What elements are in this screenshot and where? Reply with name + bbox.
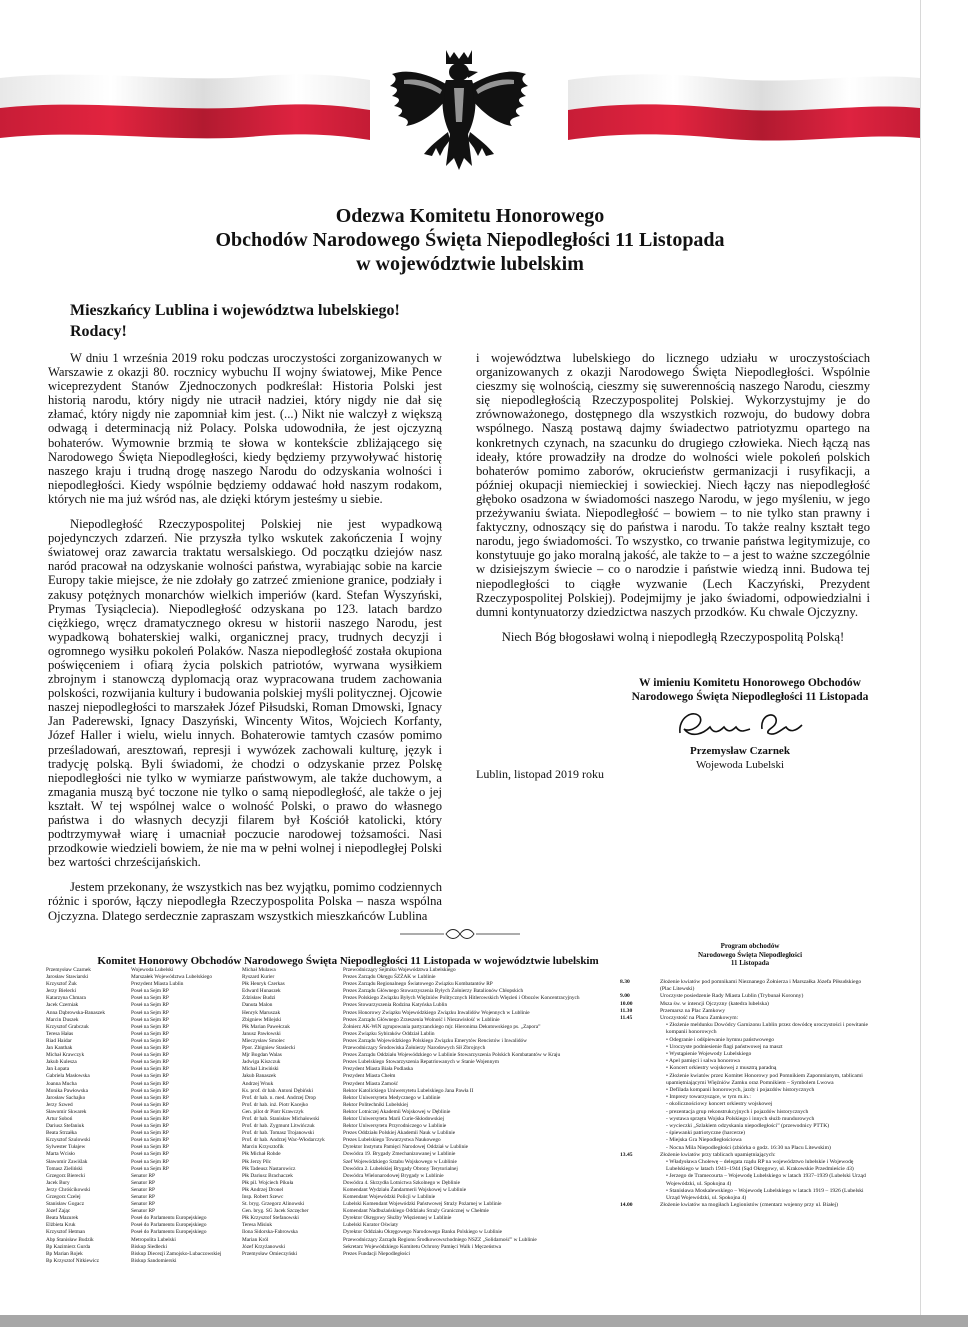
committee-entry: Poseł na Sejm RP — [131, 1115, 169, 1122]
committee-entry: Jarosław Sachajko — [46, 1094, 86, 1101]
committee-entry: Senator RP — [131, 1186, 155, 1193]
committee-entry: Insp. Robert Szewc — [242, 1194, 284, 1200]
program-item — [620, 1008, 870, 1015]
program-time — [620, 1137, 660, 1144]
committee-entry: Prezes Oddziału Polskiej Akademii Nauk w Lublinie — [343, 1130, 456, 1137]
committee-entry: Prezes Fundacji Niepodległości — [343, 1250, 411, 1257]
committee-entry: Jakub Kulesza — [46, 1059, 77, 1066]
committee-entry: Poseł na Sejm RP — [131, 1165, 169, 1172]
committee-entry: Prezes Zarządu Regionalnego Światowego Związku Kombatantów RP — [343, 981, 493, 988]
signatory-role: Wojewoda Lubelski — [695, 759, 784, 771]
committee-entry: Wojewoda Lubelski — [131, 967, 174, 973]
committee-entry: Płk Michał Rohde — [242, 1151, 281, 1158]
committee-entry: Prezes Lubelskiego Towarzystwa Naukowego — [343, 1137, 441, 1144]
committee-entry: Rektor Politechniki Lubelskiej — [343, 1101, 409, 1108]
committee-entry: Bp Krzysztof Nitkiewicz — [46, 1257, 99, 1264]
program-item — [620, 1073, 870, 1087]
committee-entry: Prezydent Miasta Lublin — [131, 981, 184, 988]
program-text: • Złożenie meldunku Dowódcy Garnizonu Lublin przez dowódcę uroczystości i powitanie kompanii honorowych — [666, 1022, 869, 1036]
committee-entry: Biskup Sandomierski — [131, 1257, 177, 1264]
committee-entry: Przewodniczący Środowiska Żołnierzy Narodowych Sił Zbrojnych — [343, 1045, 486, 1052]
committee-entry: Sławomir Skwarek — [46, 1108, 87, 1115]
polish-eagle-emblem — [388, 48, 530, 174]
committee-entry: Dyrektor Instytutu Pamięci Narodowej Oddział w Lublinie — [343, 1144, 469, 1151]
program-text: • Władysława Cholewę – delegata rządu RP na województwo lubelskie i Wojewodę Lubelskiego w latach 1941–1944 (Sąd Okręgowy, ul. Krakowskie Przedmieście 43) — [666, 1159, 854, 1173]
program-text: Msza św. w intencji Ojczyzny (katedra lubelska) — [660, 1000, 769, 1007]
committee-entry: Poseł na Sejm RP — [131, 1144, 169, 1151]
program-time: 11.45 — [620, 1015, 633, 1022]
committee-entry: Jan Kanthak — [46, 1045, 73, 1052]
committee-entry: Poseł na Sejm RP — [131, 1130, 169, 1137]
program-text: Złożenie kwiatów pod pomnikami Nieznanego Żołnierza i Marszałka Józefa Piłsudskiego (Plac Litewski) — [660, 979, 862, 993]
committee-entry: Płk Tadeusz Nastarowicz — [242, 1165, 296, 1172]
committee-entry: Joanna Mucha — [46, 1080, 77, 1087]
committee-entry: Żołnierz AK-WiN zgrupowania partyzanckiego mjr. Hieronima Dekutowskiego ps. „Zapora” — [343, 1023, 541, 1030]
program-item — [620, 1173, 870, 1187]
committee-entry: Jerzy Chróścikowski — [46, 1186, 91, 1193]
program-time — [620, 1073, 660, 1087]
committee-entry: Riad Haidar — [46, 1037, 72, 1044]
committee-entry: Metropolita Lubelski — [131, 1236, 176, 1243]
signature-intro-line: W imieniu Komitetu Honorowego Obchodów — [639, 677, 861, 689]
title-line: Odezwa Komitetu Honorowego — [335, 205, 605, 227]
committee-entry: Michał Litwiński — [242, 1066, 279, 1073]
committee-entry: Poseł na Sejm RP — [131, 1002, 169, 1009]
bottom-bar — [0, 1315, 968, 1327]
committee-entry: Jakub Banaszek — [242, 1073, 276, 1080]
committee-entry: Teresa Hałas — [46, 1030, 74, 1037]
program-title — [650, 942, 850, 968]
committee-entry: Henryk Maruszak — [242, 1009, 281, 1016]
committee-entry: Poseł na Sejm RP — [131, 1094, 169, 1101]
committee-entry: Dowódca 2. Lubelskiej Brygady Obrony Terytorialnej — [343, 1165, 458, 1172]
program-text: - prezentacja grup rekonstrukcyjnych i pojazdów historycznych — [666, 1108, 809, 1115]
committee-entry: Bp Marian Rojek — [46, 1250, 83, 1257]
committee-entry: Poseł na Sejm RP — [131, 1059, 169, 1066]
committee-entry: Prezes Honorowy Związku Wojewódzkiego Związku Inwalidów Wojennych w Lublinie — [343, 1009, 530, 1016]
program-text: • Apel pamięci i salwa honorowa — [666, 1058, 740, 1065]
program-time: 9.00 — [620, 993, 630, 1000]
committee-entry: Edward Hunaszek — [242, 988, 281, 995]
program-time — [620, 1101, 660, 1108]
committee-entry: Teresa Misiuk — [242, 1222, 273, 1229]
committee-entry: Poseł na Sejm RP — [131, 1123, 169, 1130]
committee-entry: Płk Dariusz Brachaczek — [242, 1172, 293, 1179]
committee-entry: Krzysztof Grabczuk — [46, 1023, 89, 1030]
committee-entry: Bp Kazimierz Gurda — [46, 1243, 91, 1250]
signatory — [645, 744, 835, 772]
committee-entry: Poseł na Sejm RP — [131, 988, 169, 995]
committee-entry: Artur Soboń — [46, 1115, 73, 1122]
program-text: - okolicznościowy koncert orkiestry wojskowej — [666, 1101, 773, 1108]
committee-entry: Rektor Lotniczej Akademii Wojskowej w Dęblinie — [343, 1108, 451, 1115]
committee-entry: Grzegorz Bierecki — [46, 1172, 85, 1179]
program-item — [620, 979, 870, 993]
program-time — [620, 1130, 660, 1137]
committee-entry: Prof. dr hab. Andrzej Wac-Włodarczyk — [242, 1137, 325, 1144]
program-time — [620, 1145, 660, 1152]
committee-entry: Poseł na Sejm RP — [131, 1030, 169, 1037]
committee-entry: Beata Mazurek — [46, 1215, 79, 1222]
committee-entry: Prezes Zarządu Głównego Stowarzyszenia Byłych Żołnierzy Batalionów Chłopskich — [343, 988, 524, 995]
committee-entry: Lubelski Kurator Oświaty — [343, 1222, 399, 1229]
committee-entry: Biskup Diecezji Zamojsko-Lubaczowskiej — [131, 1250, 222, 1257]
committee-entry: Prezes Zarządu Okręgu ŚZŻAK w Lublinie — [343, 974, 436, 981]
program-time — [620, 1173, 660, 1187]
committee-entry: Dyrektor Oddziału Okręgowego Narodowego Banku Polskiego w Lublinie — [343, 1229, 503, 1236]
handwritten-signature — [670, 703, 810, 747]
program-time — [620, 1094, 660, 1101]
committee-entry: Przewodniczący Zarządu Regionu Środkowowschodniego NSZZ „Solidarność” w Lublinie — [343, 1236, 537, 1243]
program-text: Uroczyste posiedzenie Rady Miasta Lublin (Trybunał Koronny) — [660, 993, 804, 1000]
committee-entry: Poseł na Sejm RP — [131, 1037, 169, 1044]
committee-entry: Poseł na Sejm RP — [131, 1052, 169, 1059]
program-item — [620, 1044, 870, 1051]
committee-entry: Dowódca 4. Skrzydła Lotnictwa Szkolnego w Dęblinie — [343, 1179, 460, 1186]
program-time — [620, 1123, 660, 1130]
committee-entry: Abp Stanisław Budzik — [46, 1236, 94, 1243]
committee-entry: Sylwester Tułajew — [46, 1144, 86, 1151]
committee-roles-column-2 — [343, 967, 603, 1258]
program-text: • Odegranie i odśpiewanie hymnu państwowego — [666, 1036, 775, 1043]
program-time — [620, 1051, 660, 1058]
program-item — [620, 1145, 870, 1152]
program-title-line: Narodowego Święta Niepodległości — [697, 950, 803, 959]
greeting-line: Rodacy! — [70, 323, 127, 340]
ornament-divider — [400, 928, 520, 940]
committee-entry: Prof. dr hab. Stanisław Michałowski — [242, 1115, 320, 1122]
program-list — [620, 979, 870, 1210]
committee-entry: Prof. dr hab. Zygmunt Litwińczuk — [242, 1123, 315, 1130]
place-date: Lublin, listopad 2019 roku — [476, 767, 604, 781]
committee-entry: Senator RP — [131, 1201, 155, 1208]
committee-entry: Krzysztof Żuk — [46, 981, 77, 988]
committee-entry: Katarzyna Chmara — [46, 995, 86, 1002]
program-time: 8.30 — [620, 979, 630, 985]
signatory-name: Przemysław Czarnek — [690, 745, 790, 757]
committee-entry: Prof. dr hab. Tomasz Trojanowski — [242, 1130, 314, 1137]
program-item — [620, 1022, 870, 1036]
committee-entry: Marian Król — [242, 1236, 269, 1243]
program-item — [620, 1188, 870, 1202]
committee-entry: Prezes Zarządu Wojewódzkiego Polskiego Związku Emerytów Rencistów i Inwalidów — [343, 1037, 527, 1044]
greeting-line: Mieszkańcy Lublina i województwa lubelskiego! — [70, 302, 400, 319]
committee-entry: Gen. bryg. SG Jacek Szczęcher — [242, 1208, 309, 1215]
committee-entry: Marcin Krzysztofik — [242, 1144, 284, 1151]
program-text: • Uroczyste podniesienie flagi państwowej na maszt — [666, 1043, 783, 1050]
committee-entry: Jarosław Stawiarski — [46, 974, 89, 981]
program-item — [620, 1058, 870, 1065]
committee-entry: Przemysław Czarnek — [46, 967, 91, 973]
committee-entry: Poseł na Sejm RP — [131, 1137, 169, 1144]
committee-entry: Marszałek Województwa Lubelskiego — [131, 974, 212, 981]
committee-entry: Poseł na Sejm RP — [131, 1023, 169, 1030]
committee-entry: Jerzy Bielecki — [46, 988, 77, 995]
committee-entry: Marcin Duszek — [46, 1016, 79, 1023]
greeting — [70, 300, 400, 342]
program-time — [620, 1116, 660, 1123]
committee-entry: Krzysztof Hetman — [46, 1229, 85, 1236]
program-item — [620, 1109, 870, 1116]
program-item — [620, 1087, 870, 1094]
committee-names-column-2 — [242, 967, 338, 1258]
committee-entry: Płk Jerzy Pilc — [242, 1158, 272, 1165]
committee-entry: Michał Krawczyk — [46, 1052, 85, 1059]
committee-entry: Poseł na Sejm RP — [131, 1101, 169, 1108]
committee-entry: Prezydent Miasta Chełm — [343, 1073, 396, 1080]
program-item — [620, 1015, 870, 1022]
polish-flag-left — [0, 70, 370, 142]
committee-entry: Ilona Sidorska-Fabrowska — [242, 1229, 298, 1236]
program-text: - śpiewanki patriotyczne (harcerze) — [666, 1130, 746, 1137]
committee-entry: Przewodniczący Sejmiku Województwa Lubelskiego — [343, 967, 456, 973]
committee-entry: Zdzisław Budzi — [242, 995, 276, 1002]
committee-roles-column — [131, 967, 236, 1265]
committee-title: Komitet Honorowy Obchodów Narodowego Święta Niepodległości 11 Listopada w województwie lubelskim — [97, 955, 599, 967]
paragraph: i województwa lubelskiego do licznego udziału w uroczystościach organizowanych z okazji Narodowego Święta Niepodległości. Wspólnie cieszmy się wolnością, cieszmy się suwerennością naszego Narodu, cieszmy się niepodległością Rzeczypospolitej Polskiej. Wykorzystujmy je do zrównoważonego, dostępnego dla wszystkich rozwoju, do budowy dobra wspólnego. Naszą postawą dajmy świadectwo patriotyzmu opartego na konkretnych czynach, na szacunku do drugiego człowieka. Niech łączą nas ideały, które prowadziły na drodze do wolności wiele pokoleń polskich bohaterów pomimo zaborów, okrucieństw germanizacji i rusyfikacji, a później okupacji niemieckiej i sowieckiej. Niech łączy nas niepodległość głęboko osadzona w świadomości naszego Narodu, w jego myśleniu, w jego przeżywaniu świata. Niepodległość – bowiem – to nie tylko stan prawny i faktyczny, odnoszący się do państwa i narodu. To także realny kształt tego narodu, jego świadomości. To wszystko, co trwanie państwa legitymizuje, co konstytuuje go jako moralną jakość, ale także to – a jest to ważne szczególnie w dzisiejszym świecie – co o narodzie i państwie wiedzą inni. Budowa tej niepodległości to ciągłe wyzwanie (Lech Kaczyński, Prezydent Rzeczypospolitej Polskiej). Podejmijmy je jako świadomi, odpowiedzialni i dumni kontynuatorzy dziedzictwa naszych przodków. Ku chwale Ojczyzny. — [476, 351, 870, 619]
title-line: Obchodów Narodowego Święta Niepodległości 11 Listopada — [215, 229, 725, 251]
committee-entry: Monika Pawłowska — [46, 1087, 88, 1094]
program-item — [620, 1159, 870, 1173]
committee-entry: Sekretarz Wojewódzkiego Komitetu Ochrony Pamięci Walk i Męczeństwa — [343, 1243, 501, 1250]
committee-entry: Prezes Zarządu Głównego Zrzeszenia Wolność i Niezawisłość w Lublinie — [343, 1016, 500, 1023]
committee-entry: Przemysław Omieczyński — [242, 1250, 298, 1257]
committee-entry: Rektor Uniwersytetu Medycznego w Lublinie — [343, 1094, 441, 1101]
committee-entry: Płk pil. Wojciech Pikuła — [242, 1179, 294, 1186]
committee-entry: Poseł do Parlamentu Europejskiego — [131, 1215, 207, 1222]
paragraph: W dniu 1 września 2019 roku podczas uroczystości zorganizowanych w Warszawie z okazji 80. rocznicy wybuchu II wojny światowej, Mike Pence wiceprezydent Stanów Zjednoczonych podkreślał: Historia Polski jest historią narodu, który nigdy nie utracił nadziei, który nigdy nie dał się złamać, który nigdy nie zapomniał kim jest. (...) Nikt nie walczył z większą odwagą i determinacją niż Polacy. Polska udowodniła, że jest ojczyzną bohaterów. Wymownie brzmią te słowa w kontekście zbliżającego się Narodowego Święta Niepodległości, kiedy będziemy przywoływać historię naszego kraju i trudną drogę naszego Narodu do odzyskania wolności i niepodległości. Kiedy wspólnie będziemy oddawać hołd naszym rodakom, których nie ma już wśród nas, ale dzięki którym jesteśmy u siebie. — [48, 351, 442, 506]
program-time: 10.00 — [620, 1000, 633, 1007]
committee-entry: Rektor Uniwersytetu Przyrodniczego w Lublinie — [343, 1123, 447, 1130]
committee-entry: Płk Henryk Czerkas — [242, 981, 285, 988]
committee-entry: Rektor Uniwersytetu Marii Curie-Skłodowskiej — [343, 1115, 445, 1122]
committee-entry: Gen. pilot dr Piotr Krawczyk — [242, 1108, 304, 1115]
program-time — [620, 1065, 660, 1072]
committee-entry: Ppor. Zbigniew Stasiecki — [242, 1045, 296, 1052]
program-item — [620, 1202, 870, 1209]
committee-entry: Sławomir Zawiślak — [46, 1158, 88, 1165]
program-item — [620, 1116, 870, 1123]
committee-entry: Poseł na Sejm RP — [131, 995, 169, 1002]
closing-blessing: Niech Bóg błogosławi wolną i niepodległą Rzeczypospolitą Polską! — [501, 629, 845, 644]
program-time — [620, 1188, 660, 1202]
committee-entry: Grzegorz Czelej — [46, 1194, 81, 1200]
committee-entry: Prezes Zarządu Oddziału Wojewódzkiego w Lublinie Stowarzyszenia Polskich Kombatantów w Kraju — [343, 1052, 561, 1059]
committee-entry: Senator RP — [131, 1172, 155, 1179]
committee-entry: Poseł na Sejm RP — [131, 1080, 169, 1087]
committee-entry: Poseł na Sejm RP — [131, 1045, 169, 1052]
committee-entry: Senator RP — [131, 1208, 155, 1215]
committee-entry: Ryszard Kurier — [242, 974, 275, 981]
committee-entry: Senator RP — [131, 1194, 155, 1200]
committee-entry: Jacek Bury — [46, 1179, 70, 1186]
program-text: - Nocna Mila Niepodległości (zbiórka o godz. 16:30 na Placu Litewskim) — [666, 1144, 831, 1151]
program-time — [620, 1058, 660, 1065]
committee-entry: Krzysztof Szulowski — [46, 1137, 91, 1144]
program-time: 14.00 — [620, 1202, 633, 1209]
program-time — [620, 1087, 660, 1094]
program-item — [620, 1037, 870, 1044]
committee-entry: Dowódca 19. Brygady Zmechanizowanej w Lublinie — [343, 1151, 456, 1158]
committee-entry: Anna Dąbrowska-Banaszek — [46, 1009, 105, 1016]
signature-intro-line: Narodowego Święta Niepodległości 11 Listopada — [631, 691, 869, 703]
committee-entry: Prezes Stowarzyszenia Rodzina Katyńska Lublin — [343, 1002, 448, 1009]
committee-entry: Jerzy Szwed — [46, 1101, 73, 1108]
program-text: Złożenie kwiatów przy tablicach upamiętniających: — [660, 1151, 776, 1158]
program-item — [620, 1051, 870, 1058]
committee-entry: Płk Krzysztof Stefanowski — [242, 1215, 299, 1222]
committee-entry: Beata Strzałka — [46, 1130, 77, 1137]
program-text: • Złożenie kwiatów przez Komitet Honorowy pod Pomnikiem Zapomnianym, tablicami upamiętniającymi Więźniów Zamku oraz Pomnikiem – Symbolem Lwowa — [666, 1072, 863, 1086]
committee-entry: Marta Wcisło — [46, 1151, 75, 1158]
committee-entry: Senator RP — [131, 1179, 155, 1186]
committee-entry: Poseł na Sejm RP — [131, 1108, 169, 1115]
appeal-left-column — [48, 351, 442, 934]
program-item — [620, 1130, 870, 1137]
committee-entry: Józef Zając — [46, 1208, 71, 1215]
program-text: • Jerzego de Tramecourta – Wojewodę Lubelskiego w latach 1937–1939 (Lubelski Urząd Wojewódzki, ul. Spokojna 4) — [666, 1173, 866, 1187]
committee-entry: Płk Marian Pawełczuk — [242, 1023, 290, 1030]
committee-entry: Stanisław Gogacz — [46, 1201, 85, 1208]
committee-entry: Rektor Katolickiego Uniwersytetu Lubelskiego Jana Pawła II — [343, 1087, 474, 1094]
committee-entry: Komendant Nadbużańskiego Oddziału Straży Granicznej w Chełmie — [343, 1208, 489, 1215]
committee-entry: Ks. prof. dr hab. Antoni Dębiński — [242, 1087, 313, 1094]
program-item — [620, 993, 870, 1000]
appeal-right-column — [476, 351, 870, 655]
committee-entry: Andrzej Wnuk — [242, 1080, 274, 1087]
program-item — [620, 1123, 870, 1130]
committee-entry: Prof. dr hab. inż. Piotr Kacejko — [242, 1101, 309, 1108]
committee-entry: Poseł na Sejm RP — [131, 1158, 169, 1165]
paragraph: Jestem przekonany, że wszystkich nas bez wyjątku, pomimo codziennych różnic i sporów, łączy niepodległa Rzeczypospolita Polska – nasza wspólna Ojczyzna. Dlatego serdecznie zapraszam wszystkich mieszkańców Lublina — [48, 880, 442, 923]
committee-entry: Poseł do Parlamentu Europejskiego — [131, 1222, 207, 1229]
program-title-line: Program obchodów — [720, 942, 780, 950]
program-text: • Stanisława Moskalewskiego – Wojewodę Lubelskiego w latach 1919 – 1926 (Lubelski Urząd Wojewódzki, ul. Spokojna 4) — [666, 1187, 864, 1202]
committee-entry: Michał Mulawa — [242, 967, 276, 973]
committee-entry: Danuta Malon — [242, 1002, 273, 1009]
program-time — [620, 1022, 660, 1036]
committee-entry: Szef Wojewódzkiego Sztabu Wojskowego w Lublinie — [343, 1158, 457, 1165]
program-item — [620, 1152, 870, 1159]
committee-entry: Poseł na Sejm RP — [131, 1151, 169, 1158]
committee-entry: Poseł na Sejm RP — [131, 1073, 169, 1080]
committee-entry: Józef Krzyżanowski — [242, 1243, 286, 1250]
right-border-line — [920, 0, 921, 1327]
program-text: Uroczystość na Placu Zamkowym: — [660, 1015, 739, 1022]
program-text: - Miejska Gra Niepodległościowa — [666, 1137, 742, 1144]
program-item — [620, 1101, 870, 1108]
program-time — [620, 1044, 660, 1051]
committee-entry: Poseł na Sejm RP — [131, 1087, 169, 1094]
title-line: w województwie lubelskim — [356, 253, 584, 275]
committee-entry: Poseł na Sejm RP — [131, 1066, 169, 1073]
program-text: Złożenie kwiatów na mogiłach Legionistów (cmentarz wojenny przy ul. Białej) — [660, 1202, 839, 1209]
committee-entry: Dowódca Wielonarodowej Brygady w Lublinie — [343, 1172, 444, 1179]
committee-entry: Prezes Polskiego Związku Byłych Więźniów Politycznych Hitlerowskich Więzień i Obozów Koncentracyjnych — [343, 995, 580, 1002]
program-item — [620, 1001, 870, 1008]
paragraph: Niepodległość Rzeczypospolitej Polskiej nie jest wypadkową pojedynczych zdarzeń. Nie przyszła tylko wskutek zakończenia I wojny światowej oraz zawarcia traktatu wersalskiego. Od początku dziejów nasz naród pracował na odzyskanie wolności państwa, wyrabiając sobie na karcie Europy takie miejsce, że nie zdołały go zatrzeć zmienione granice, podziały i zakusy potężnych monarchów wielkich imperiów (kard. Stefan Wyszyński, Prymas Tysiąclecia). Niepodległość odzyskana po 123. latach bardzo ciężkiego, wręcz dramatycznego okresu w historii naszego Narodu, jest wypadkową bohaterskiej walki, organicznej pracy, trudnych decyzji i ogromnego wysiłku pokoleń Polaków. Nasza niepodległość została okupiona poświęceniem i ofiarą życia polskich patriotów, wyrwana wysiłkiem zbrojnym i stanowczą dyplomacją oraz wypracowana trudem zachowania polskości, rozwijania kultury i budowania polskiej myśli politycznej. Ojcowie naszej niepodległości to marszałek Józef Piłsudski, Roman Dmowski, Ignacy Jan Paderewski, Ignacy Daszyński, Wincenty Witos, Wojciech Korfanty, Józef Haller i wielu, wielu innych. Bohaterowie tamtych czasów pomimo prześladowań, aresztowań, represji i wywózek zachowali kulturę, język i tradycję polską. Byli świadomi, że chodzi o odzyskanie przez Polskę niepodległości nie tylko w wymiarze państwowym, ale także duchowym, a zmagania muszą być toczone nie tylko o samą niepodległość, ale także o jej kształt. W tej wspólnej walce o wolność Polski, o prawo do własnego państwa i do własnych decyzji filarem był Kościół katolicki, który podtrzymywał wiarę i umacniał poczucie narodowej tożsamości. Nasi przodkowie wiedzieli bowiem, że nie ma w pełni wolnej i niepodległej Polski bez wartości chrześcijańskich. — [48, 517, 442, 870]
committee-entry: Jacek Czerniak — [46, 1002, 79, 1009]
program-time: 13.45 — [620, 1151, 633, 1158]
program-time — [620, 1037, 660, 1044]
program-text: • Koncert orkiestry wojskowej z musztrą paradną — [666, 1065, 777, 1072]
committee-entry: Poseł do Parlamentu Europejskiego — [131, 1229, 207, 1236]
committee-entry: Poseł na Sejm RP — [131, 1016, 169, 1023]
committee-entry: Komendant Wojewódzki Policji w Lublinie — [343, 1194, 436, 1200]
program-time — [620, 1109, 660, 1116]
committee-entry: Janusz Pawłowski — [242, 1030, 281, 1037]
program-text: - wystawa sprzętu Wojska Polskiego i innych służb mundurowych — [666, 1115, 815, 1122]
polish-flag-right — [568, 70, 920, 142]
committee-entry: Jan Łopata — [46, 1066, 70, 1073]
committee-entry: Poseł na Sejm RP — [131, 1009, 169, 1016]
program-text: - wycieczki „Szlakiem odzyskania niepodległości” (przewodnicy PTTK) — [666, 1123, 830, 1130]
program-text: • Wystąpienie Wojewody Lubelskiego — [666, 1051, 752, 1058]
program-time — [620, 1159, 660, 1173]
signature-intro — [600, 676, 900, 704]
program-time: 11.30 — [620, 1007, 633, 1014]
committee-entry: Mjr Bogdan Walas — [242, 1052, 282, 1059]
committee-entry: Mieczysław Smolec — [242, 1037, 285, 1044]
committee-entry: Prezydent Miasta Zamość — [343, 1080, 399, 1087]
committee-entry: Tomasz Zieliński — [46, 1165, 83, 1172]
main-title — [70, 204, 870, 276]
program-text: Przemarsz na Plac Zamkowy — [660, 1007, 726, 1014]
committee-entry: Dyrektor Okręgowy Służby Więziennej w Lublinie — [343, 1215, 452, 1222]
committee-entry: Gabriela Masłowska — [46, 1073, 90, 1080]
committee-entry: Płk Andrzej Dronel — [242, 1186, 284, 1193]
program-item — [620, 1094, 870, 1101]
program-item — [620, 1137, 870, 1144]
committee-entry: Dariusz Stefaniuk — [46, 1123, 85, 1130]
program-text: • Imprezy towarzyszące, w tym m.in.: — [666, 1094, 751, 1101]
committee-entry: Prezes Związku Sybiraków Oddział Lublin — [343, 1030, 435, 1037]
program-item — [620, 1065, 870, 1072]
committee-entry: Prezydent Miasta Biała Podlaska — [343, 1066, 413, 1073]
committee-entry: Prezes Lubelskiego Stowarzyszenia Repatriowanych w Stanie Wojennym — [343, 1059, 499, 1066]
committee-entry: Zbigniew Milejski — [242, 1016, 282, 1023]
committee-entry: St. bryg. Grzegorz Alinowski — [242, 1201, 305, 1208]
program-text: • Defilada kompanii honorowych, jazdy i pojazdów historycznych — [666, 1087, 815, 1094]
committee-entry: Komendant Wydziału Żandarmerii Wojskowej w Lublinie — [343, 1186, 467, 1193]
committee-entry: Elżbieta Kruk — [46, 1222, 76, 1229]
committee-entry: Prof. dr hab. n. med. Andrzej Drop — [242, 1094, 316, 1101]
committee-entry: Biskup Siedlecki — [131, 1243, 168, 1250]
committee-entry: Jadwiga Kiszczuk — [242, 1059, 281, 1066]
committee-names-column — [46, 967, 128, 1265]
committee-entry: Lubelski Komendant Wojewódzki Państwowej Straży Pożarnej w Lublinie — [343, 1201, 502, 1208]
program-title-line: 11 Listopada — [730, 959, 770, 967]
